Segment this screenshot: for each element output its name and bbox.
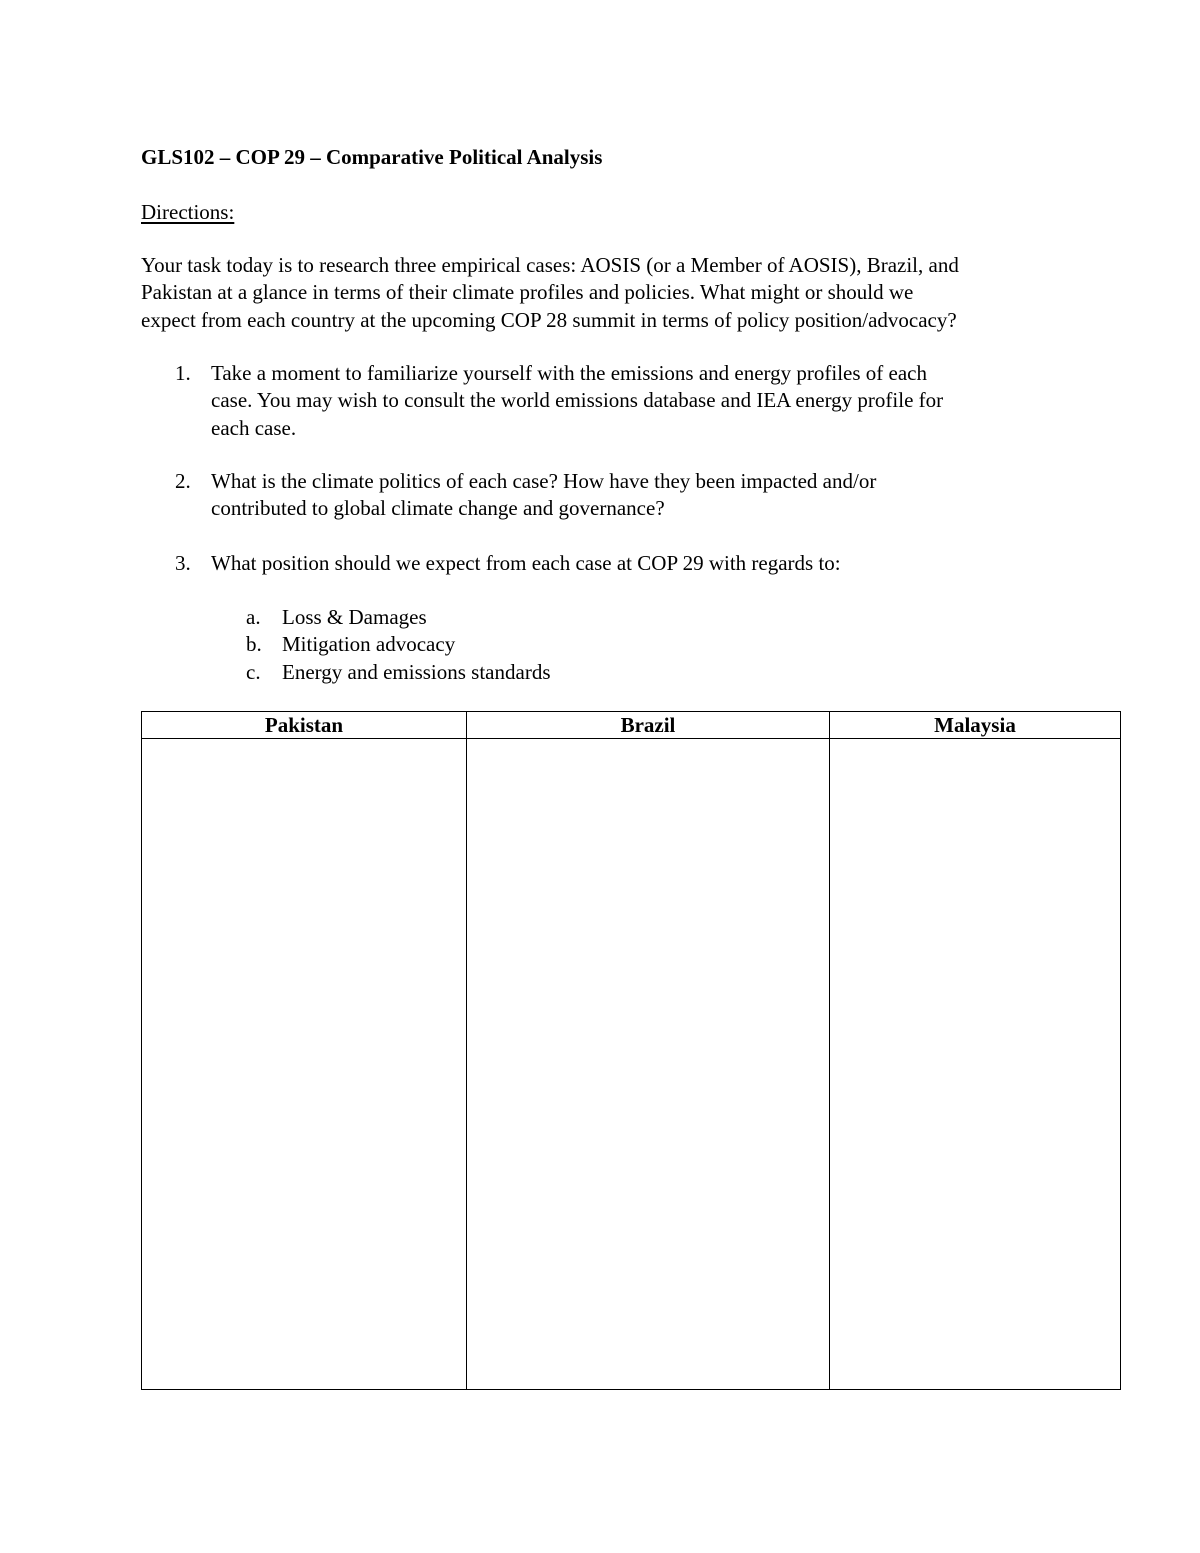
comparison-table: [141, 711, 1121, 1390]
sub-item-letter: a.: [246, 605, 261, 629]
table-row: [142, 739, 1121, 1390]
question-item: [141, 550, 1081, 577]
question-text-line: case. You may wish to consult the world emissions database and IEA energy profile for: [211, 388, 944, 413]
sub-item-text: Energy and emissions standards: [282, 659, 551, 684]
sub-item: [141, 659, 1041, 686]
table-header-row: [142, 712, 1121, 739]
intro-line: Your task today is to research three empirical cases: AOSIS (or a Member of AOSIS), Brazil, and: [141, 253, 959, 277]
document-title: GLS102 – COP 29 – Comparative Political Analysis: [141, 145, 603, 169]
question-item: [141, 360, 1081, 442]
column-header-brazil: Brazil: [467, 712, 830, 739]
directions-label: Directions:: [141, 200, 235, 224]
sub-item-letter: b.: [246, 632, 262, 657]
column-header-pakistan: Pakistan: [142, 712, 467, 739]
question-number: 2.: [175, 469, 191, 493]
question-text-line: contributed to global climate change and governance?: [211, 496, 665, 521]
question-text-line: What position should we expect from each case at COP 29 with regards to:: [211, 551, 841, 575]
sub-item-text: Loss & Damages: [282, 605, 427, 629]
intro-line: Pakistan at a glance in terms of their climate profiles and policies. What might or should we: [141, 280, 914, 305]
intro-line: expect from each country at the upcoming COP 28 summit in terms of policy position/advocacy?: [141, 307, 957, 332]
sub-item-list: [141, 604, 1041, 686]
question-number: 1.: [175, 361, 191, 385]
sub-item-letter: c.: [246, 659, 261, 684]
question-item: [141, 468, 1081, 523]
column-header-malaysia: Malaysia: [830, 712, 1121, 739]
answer-cell-pakistan[interactable]: [142, 739, 467, 1390]
question-text-line: each case.: [211, 415, 297, 440]
intro-paragraph: [141, 252, 1081, 334]
sub-item: [141, 631, 1041, 658]
sub-item-text: Mitigation advocacy: [282, 632, 456, 657]
sub-item: [141, 604, 1041, 631]
question-text-line: Take a moment to familiarize yourself with the emissions and energy profiles of each: [211, 361, 927, 385]
answer-cell-malaysia[interactable]: [830, 739, 1121, 1390]
question-number: 3.: [175, 551, 191, 575]
question-text-line: What is the climate politics of each case? How have they been impacted and/or: [211, 469, 877, 493]
answer-cell-brazil[interactable]: [467, 739, 830, 1390]
